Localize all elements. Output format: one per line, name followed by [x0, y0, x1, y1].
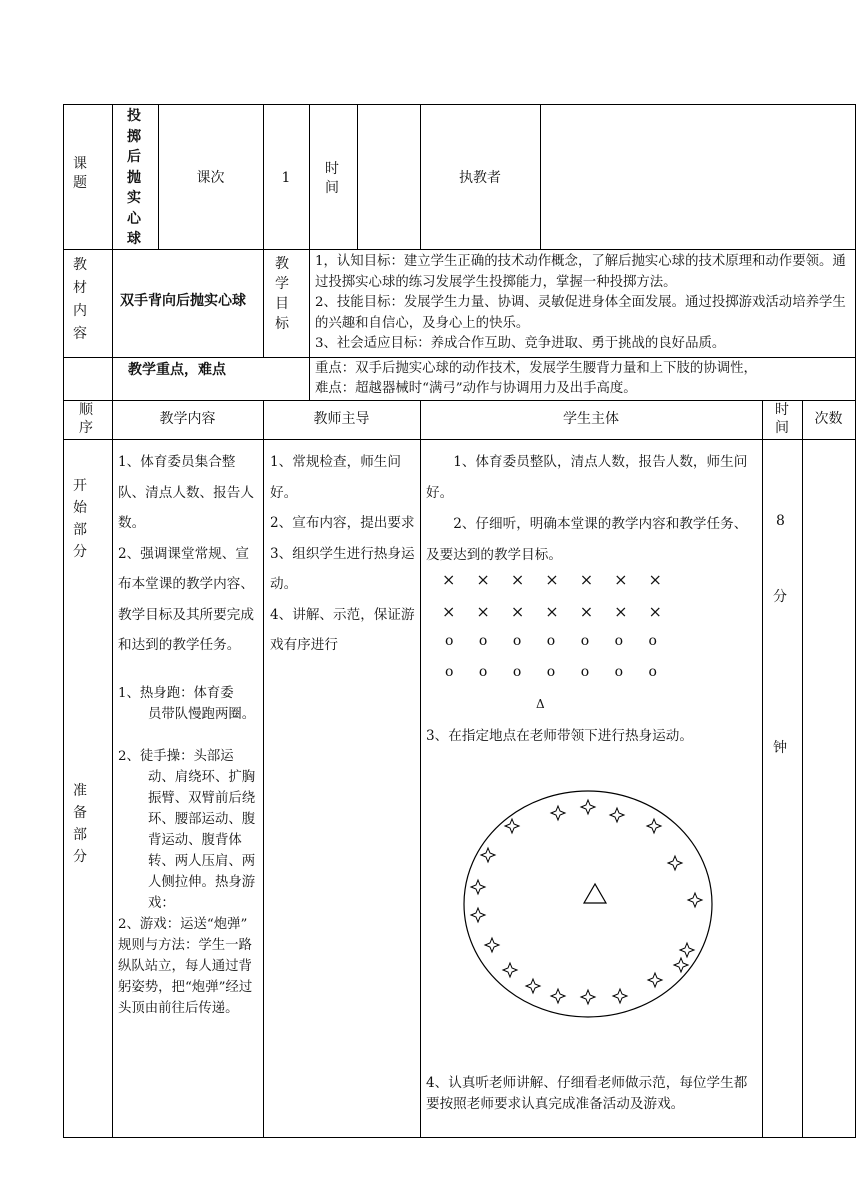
lesson-no-label: 课次 [196, 170, 225, 186]
student-marker-icon [581, 990, 595, 1004]
student-marker-icon [551, 989, 565, 1003]
student-item-2: 2、仔细听，明确本堂课的教学内容和教学任务、及要达到的教学目标。 [426, 516, 748, 563]
student-marker-icon [647, 819, 661, 833]
student-marker-icon [581, 800, 595, 814]
col-content: 教学内容 [159, 411, 216, 427]
col-order: 顺序 [79, 402, 93, 436]
teacher-label: 执教者 [459, 170, 501, 186]
student-marker-icon [680, 943, 694, 957]
student-marker-icon [526, 979, 540, 993]
content-game: 2、游戏：运送“炮弹” 规则与方法：学生一路纵队站立，每人通过背躬姿势，把“炮弹”经过头顶由前往后传递。 [118, 917, 253, 1016]
formation-teacher: Δ [536, 697, 545, 711]
col-student: 学生主体 [563, 411, 619, 427]
teacher-guidance: 1、常规检查，师生问好。 2、宣布内容，提出要求 3、组织学生进行热身运动。 4、讲解、示范，保证游戏有序进行 [270, 454, 415, 653]
student-marker-icon [505, 819, 519, 833]
section-prep-label: 准备部分 [73, 783, 87, 865]
student-item-4: 4、认真听老师讲解、仔细看老师做示范，每位学生都要按照老师要求认真完成准备活动及游戏。 [426, 1075, 748, 1112]
topic-value: 投掷后抛实心球 [127, 108, 141, 247]
material-label: 教材内容 [73, 257, 87, 342]
formation-row-x2: × × × × × × × [442, 602, 662, 621]
circle-formation-diagram [455, 780, 725, 1025]
time-zhong: 钟 [773, 740, 787, 756]
student-item-1: 1、体育委员整队，清点人数，报告人数，师生问好。 [426, 454, 748, 501]
content-exercise-cont: 动、肩绕环、扩胸振臂、双臂前后绕环、腰部运动、腹背运动、腹背体转、两人压肩、两人侧拉伸。热身游戏： [148, 770, 256, 911]
keypoints-text: 重点：双手后抛实心球的动作技术，发展学生腰背力量和上下肢的协调性， 难点：超越器械时“满弓”动作与协调用力及出手高度。 [315, 361, 757, 396]
content-start: 1、体育委员集合整队、清点人数、报告人数。 2、强调课堂常规、宣布本堂课的教学内容、教学目标及其所要完成和达到的教学任务。 [118, 454, 254, 653]
col-count: 次数 [814, 411, 843, 427]
student-marker-icon [485, 938, 499, 952]
topic-label: 课题 [73, 156, 87, 191]
student-marker-icon [674, 958, 688, 972]
lesson-no-value: 1 [281, 170, 291, 186]
student-marker-icon [503, 963, 517, 977]
content-warmup-run-cont: 员带队慢跑两圈。 [148, 707, 256, 722]
student-marker-icon [551, 806, 565, 820]
time-fen: 分 [773, 589, 787, 605]
material-value: 双手背向后抛实心球 [120, 293, 246, 309]
student-marker-icon [471, 908, 485, 922]
content-warmup-run: 1、热身跑：体育委 [118, 686, 234, 701]
section-start-label: 开始部分 [73, 478, 87, 560]
content-exercise: 2、徒手操：头部运 [118, 749, 234, 764]
student-marker-icon [481, 848, 495, 862]
goals-text: 1，认知目标：建立学生正确的技术动作概念，了解后抛实心球的技术原理和动作要领。通过投掷实心球的练习发展学生投掷能力，掌握一种投掷方法。 2、技能目标：发展学生力量、协调、灵敏促进身体全面发展。通过投掷游戏活动培养学生的兴趣和自信心，及身心上的快乐。 3、社会适应目标：养成合作互助、竞争进取、勇于挑战的良好品质。 [315, 254, 846, 351]
goal-label: 教学目标 [275, 256, 289, 332]
formation-row-x1: × × × × × × × [442, 570, 662, 589]
col-teacher: 教师主导 [313, 411, 370, 427]
student-marker-icon [613, 989, 627, 1003]
col-time: 时间 [775, 402, 789, 436]
time-8: 8 [776, 513, 785, 529]
time-label: 时间 [325, 161, 339, 196]
student-marker-icon [471, 880, 485, 894]
formation-row-o1: o o o o o o o [445, 633, 657, 649]
student-marker-icon [668, 856, 682, 870]
formation-row-o2: o o o o o o o [445, 664, 657, 680]
keypoints-label: 教学重点，难点 [128, 362, 226, 378]
student-marker-icon [610, 808, 624, 822]
student-marker-icon [648, 973, 662, 987]
student-item-3: 3、在指定地点在老师带领下进行热身运动。 [426, 728, 693, 744]
student-marker-icon [688, 893, 702, 907]
